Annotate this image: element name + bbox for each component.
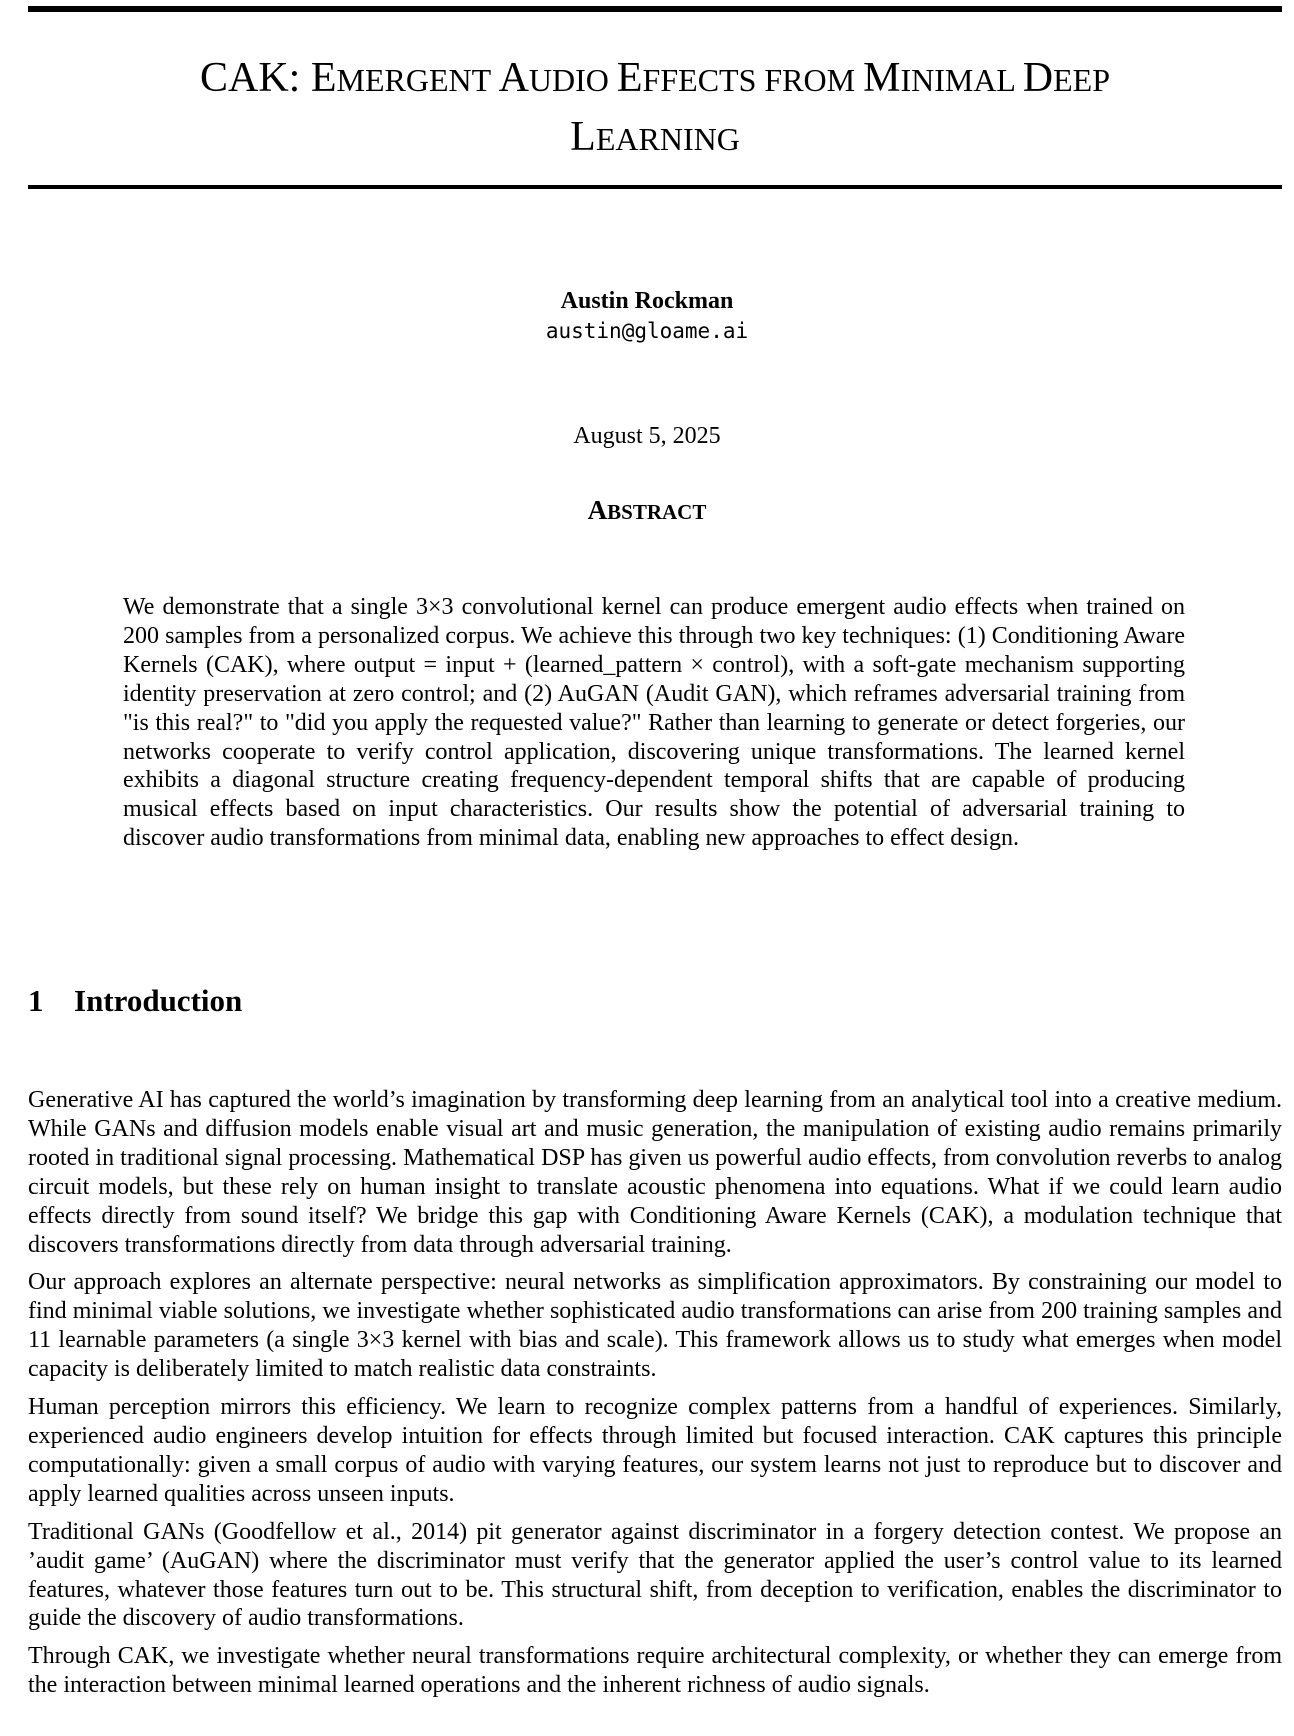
title-top-rule bbox=[28, 6, 1282, 12]
section-heading-introduction bbox=[28, 982, 242, 1020]
author-name: Austin Rockman bbox=[560, 288, 734, 314]
paragraph: Traditional GANs (Goodfellow et al., 2014) pit generator against discriminator in a forgery detection contest. We propose an ’audit game’ (AuGAN) where the discriminator must verify that the generator applied the user’s control value to its learned features, whatever those features turn out to be. This structural shift, from deception to verification, enables the discriminator to guide the discovery of audio transformations. bbox=[28, 1518, 1282, 1632]
title-line-1: CAK: EMERGENT AUDIO EFFECTS FROM MINIMAL DEEP bbox=[199, 55, 1111, 101]
paper-date: August 5, 2025 bbox=[573, 423, 721, 449]
section-title: Introduction bbox=[74, 983, 243, 1018]
abstract-text: We demonstrate that a single 3×3 convolutional kernel can produce emergent audio effects when trained on 200 samples from a personalized corpus. We achieve this through two key techniques: (1) Conditioning Aware Kernels (CAK), where output = input + (learned_pattern × control), with a soft-gate mechanism supporting identity preservation at zero control; and (2) AuGAN (Audit GAN), which reframes adversarial training from "is this real?" to "did you apply the requested value?" Rather than learning to generate or detect forgeries, our networks cooperate to verify control application, discovering unique transformations. The learned kernel exhibits a diagonal structure creating frequency-dependent temporal shifts that are capable of producing musical effects based on input characteristics. Our results show the potential of adversarial training to discover audio transformations from minimal data, enabling new approaches to effect design. bbox=[123, 594, 1185, 852]
paragraph: Generative AI has captured the world’s imagination by transforming deep learning from an analytical tool into a creative medium. While GANs and diffusion models enable visual art and music generation, the manipulation of existing audio remains primarily rooted in traditional signal processing. Mathematical DSP has given us powerful audio effects, from convolution reverbs to analog circuit models, but these rely on human insight to translate acoustic phenomena into equations. What if we could learn audio effects directly from sound itself? We bridge this gap with Conditioning Aware Kernels (CAK), a modulation technique that discovers transformations directly from data through adversarial training. bbox=[28, 1087, 1282, 1258]
paragraph: Human perception mirrors this efficiency. We learn to recognize complex patterns from a handful of experiences. Similarly, experienced audio engineers develop intuition for effects through limited but focused interaction. CAK captures this principle computationally: given a small corpus of audio with varying features, our system learns not just to reproduce but to discover and apply learned qualities across unseen inputs. bbox=[28, 1394, 1282, 1507]
section-number: 1 bbox=[28, 983, 44, 1018]
introduction-body bbox=[28, 1086, 1282, 1709]
title-bottom-rule bbox=[28, 185, 1282, 189]
paragraph: Through CAK, we investigate whether neural transformations require architectural complexity, or whether they can emerge from the interaction between minimal learned operations and the inherent richness of audio signals. bbox=[28, 1643, 1282, 1699]
paragraph: Our approach explores an alternate perspective: neural networks as simplification approximators. By constraining our model to find minimal viable solutions, we investigate whether sophisticated audio transformations can arise from 200 training samples and 11 learnable parameters (a single 3×3 kernel with bias and scale). This framework allows us to study what emerges when model capacity is deliberately limited to match realistic data constraints. bbox=[28, 1269, 1282, 1383]
title-prefix: CAK: bbox=[199, 55, 311, 101]
paper-title bbox=[28, 50, 1282, 168]
abstract-heading: ABSTRACT bbox=[587, 495, 707, 525]
author-email[interactable]: austin@gloame.ai bbox=[545, 319, 749, 343]
title-line-2: LEARNING bbox=[570, 114, 740, 160]
